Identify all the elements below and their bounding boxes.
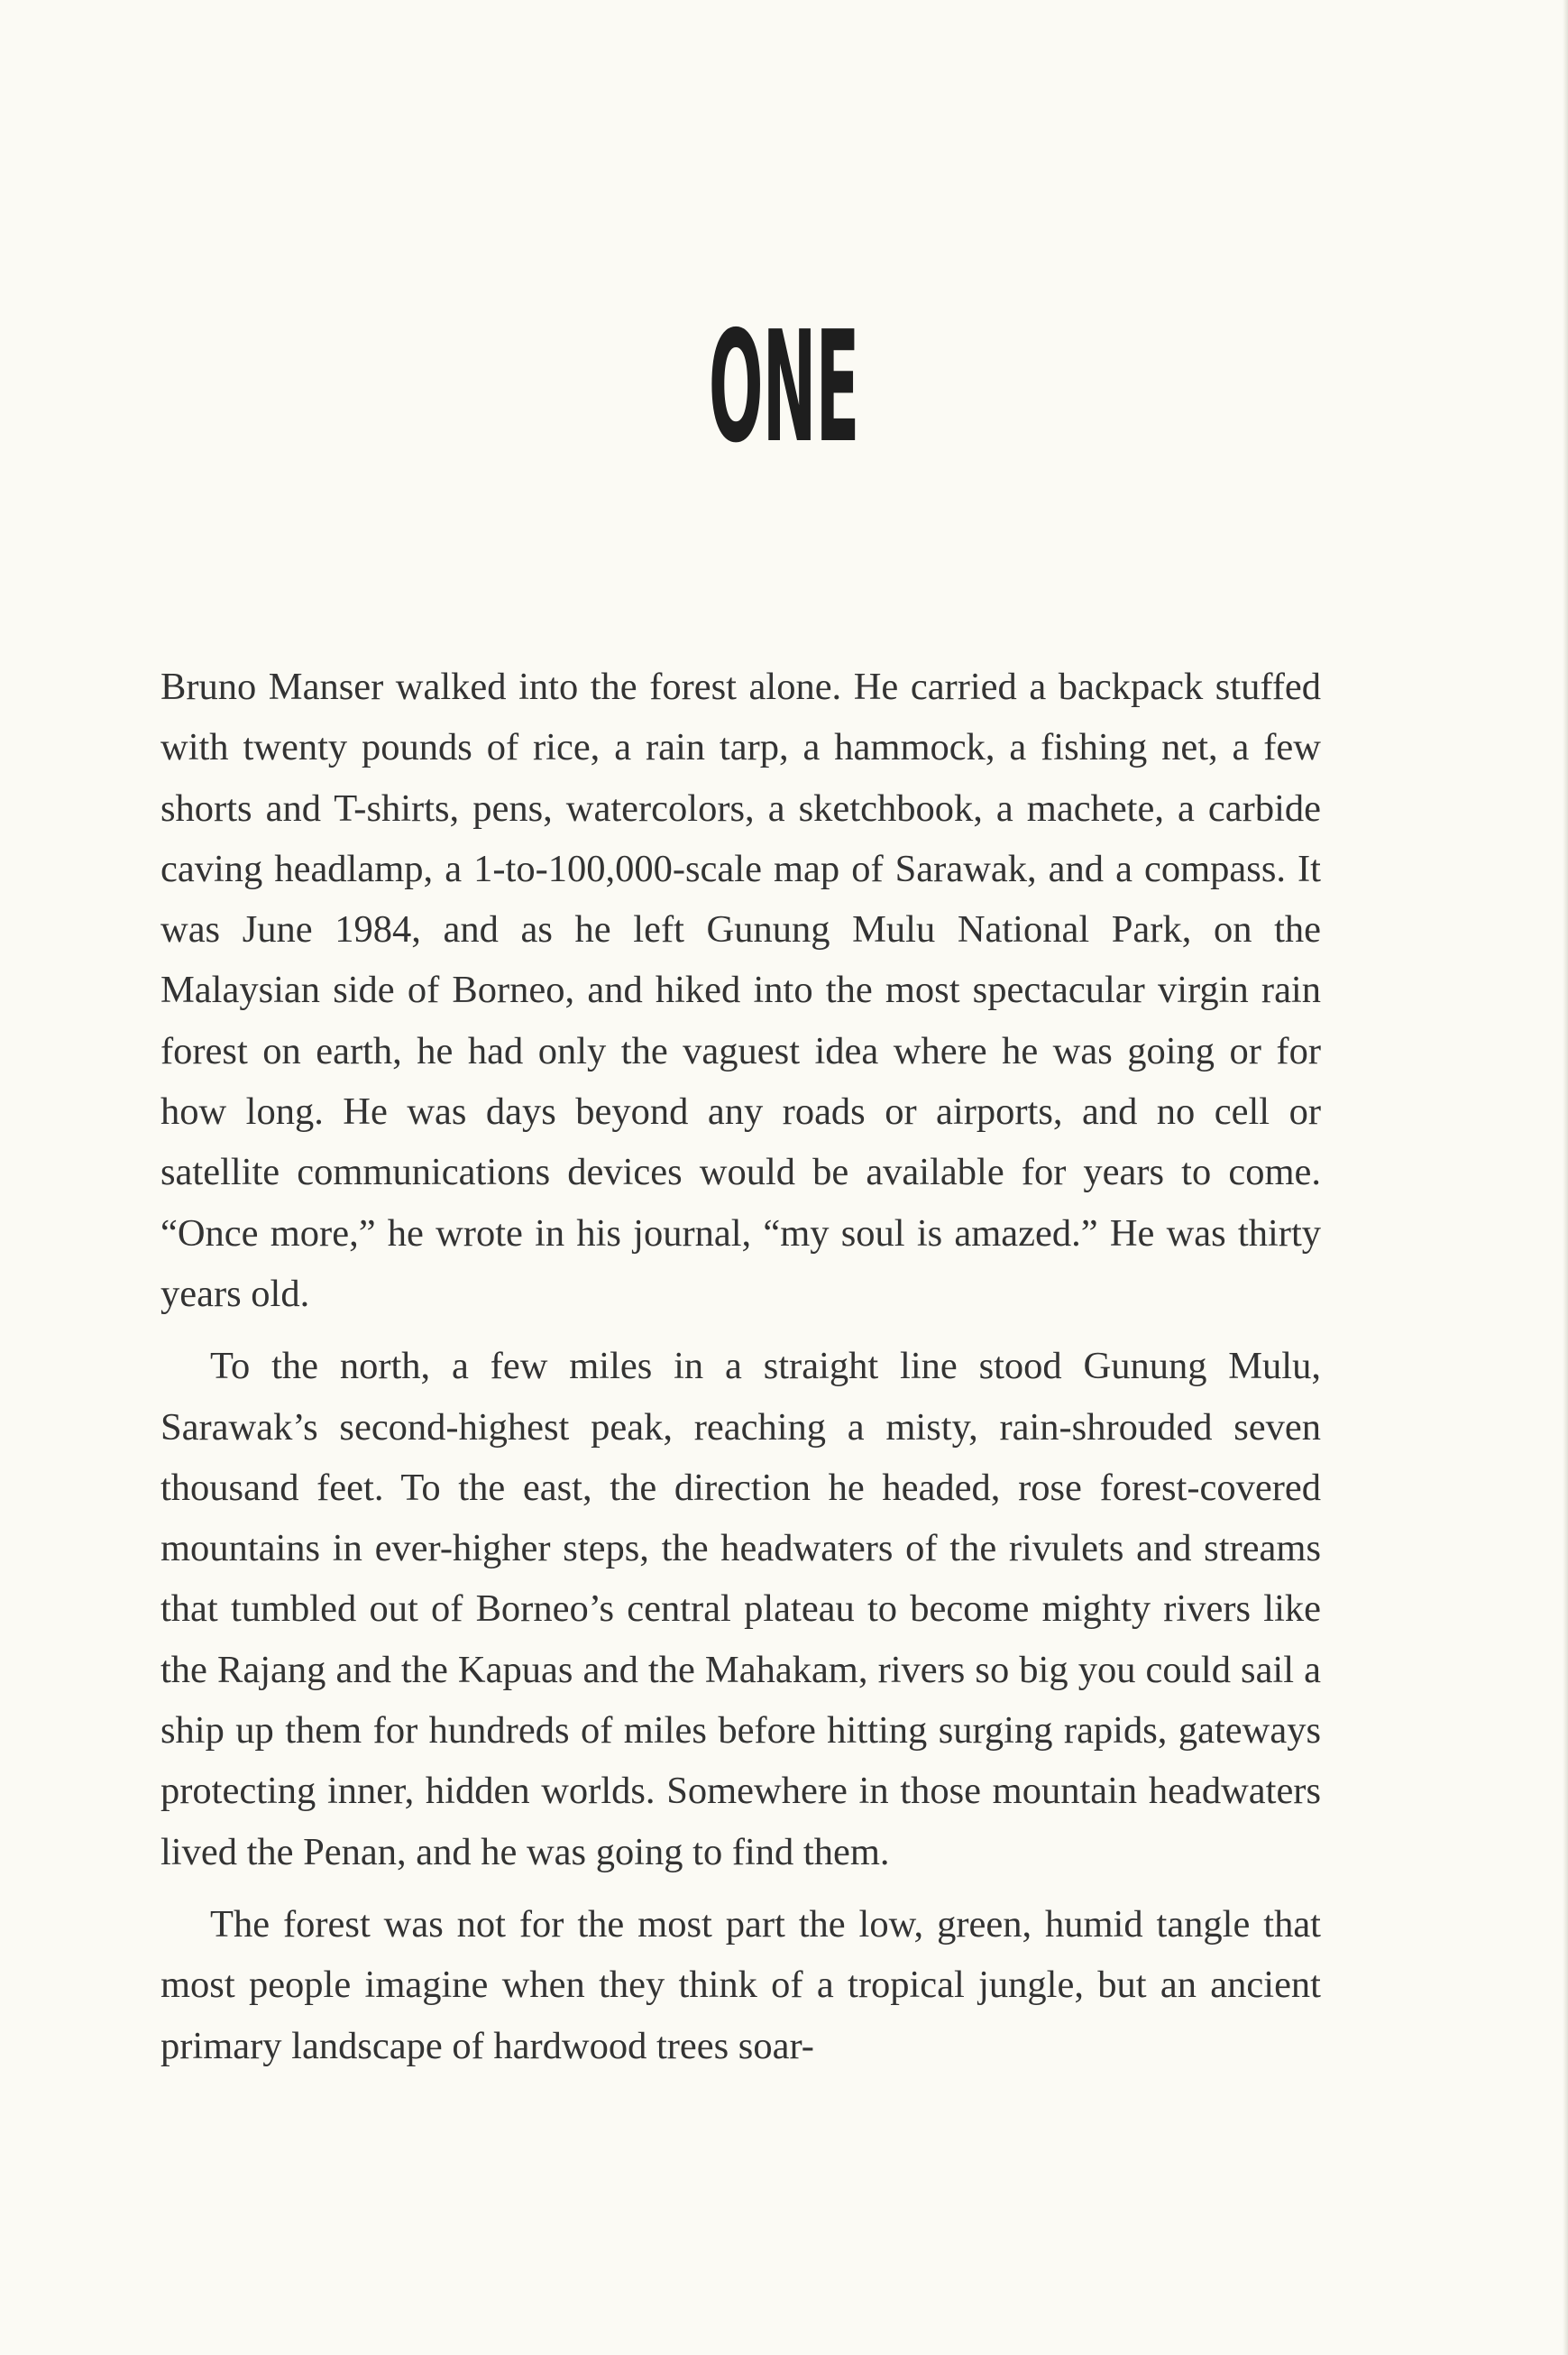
chapter-title: ONE [708,299,859,477]
page-edge-shadow [1563,0,1568,2355]
paragraph-1: Bruno Manser walked into the forest alone. He carried a backpack stuffed with twenty pounds of rice, a rain tarp, a hammock, a fishing net, a few shorts and T-shirts, pens, watercolors, a sketchbook, a machete, a carbide caving headlamp, a 1-to-100,000-scale map of Sarawak, and a compass. It was June 1984, and as he left Gunung Mulu National Park, on the Malaysian side of Borneo, and hiked into the most spectacular virgin rain forest on earth, he had only the vaguest idea where he was going or for how long. He was days beyond any roads or airports, and no cell or satellite communications devices would be available for years to come. “Once more,” he wrote in his journal, “my soul is amazed.” He was thirty years old. [160,666,1321,1315]
paragraph-2: To the north, a few miles in a straight line stood Gunung Mulu, Sarawak’s second-highest peak, reaching a misty, rain-shrouded seven thousand feet. To the east, the direction he headed, rose forest-covered mountains in ever-higher steps, the headwaters of the rivulets and streams that tumbled out of Borneo’s central plateau to become mighty rivers like the Rajang and the Kapuas and the Mahakam, rivers so big you could sail a ship up them for hundreds of miles before hitting surging rapids, gateways protecting inner, hidden worlds. Somewhere in those mountain headwaters lived the Penan, and he was going to find them. [160,1345,1321,1873]
paragraph-3: The forest was not for the most part the low, green, humid tangle that most people imagine when they think of a tropical jungle, but an ancient primary landscape of hardwood trees soar- [160,1902,1321,2067]
chapter-body [160,657,1321,2088]
